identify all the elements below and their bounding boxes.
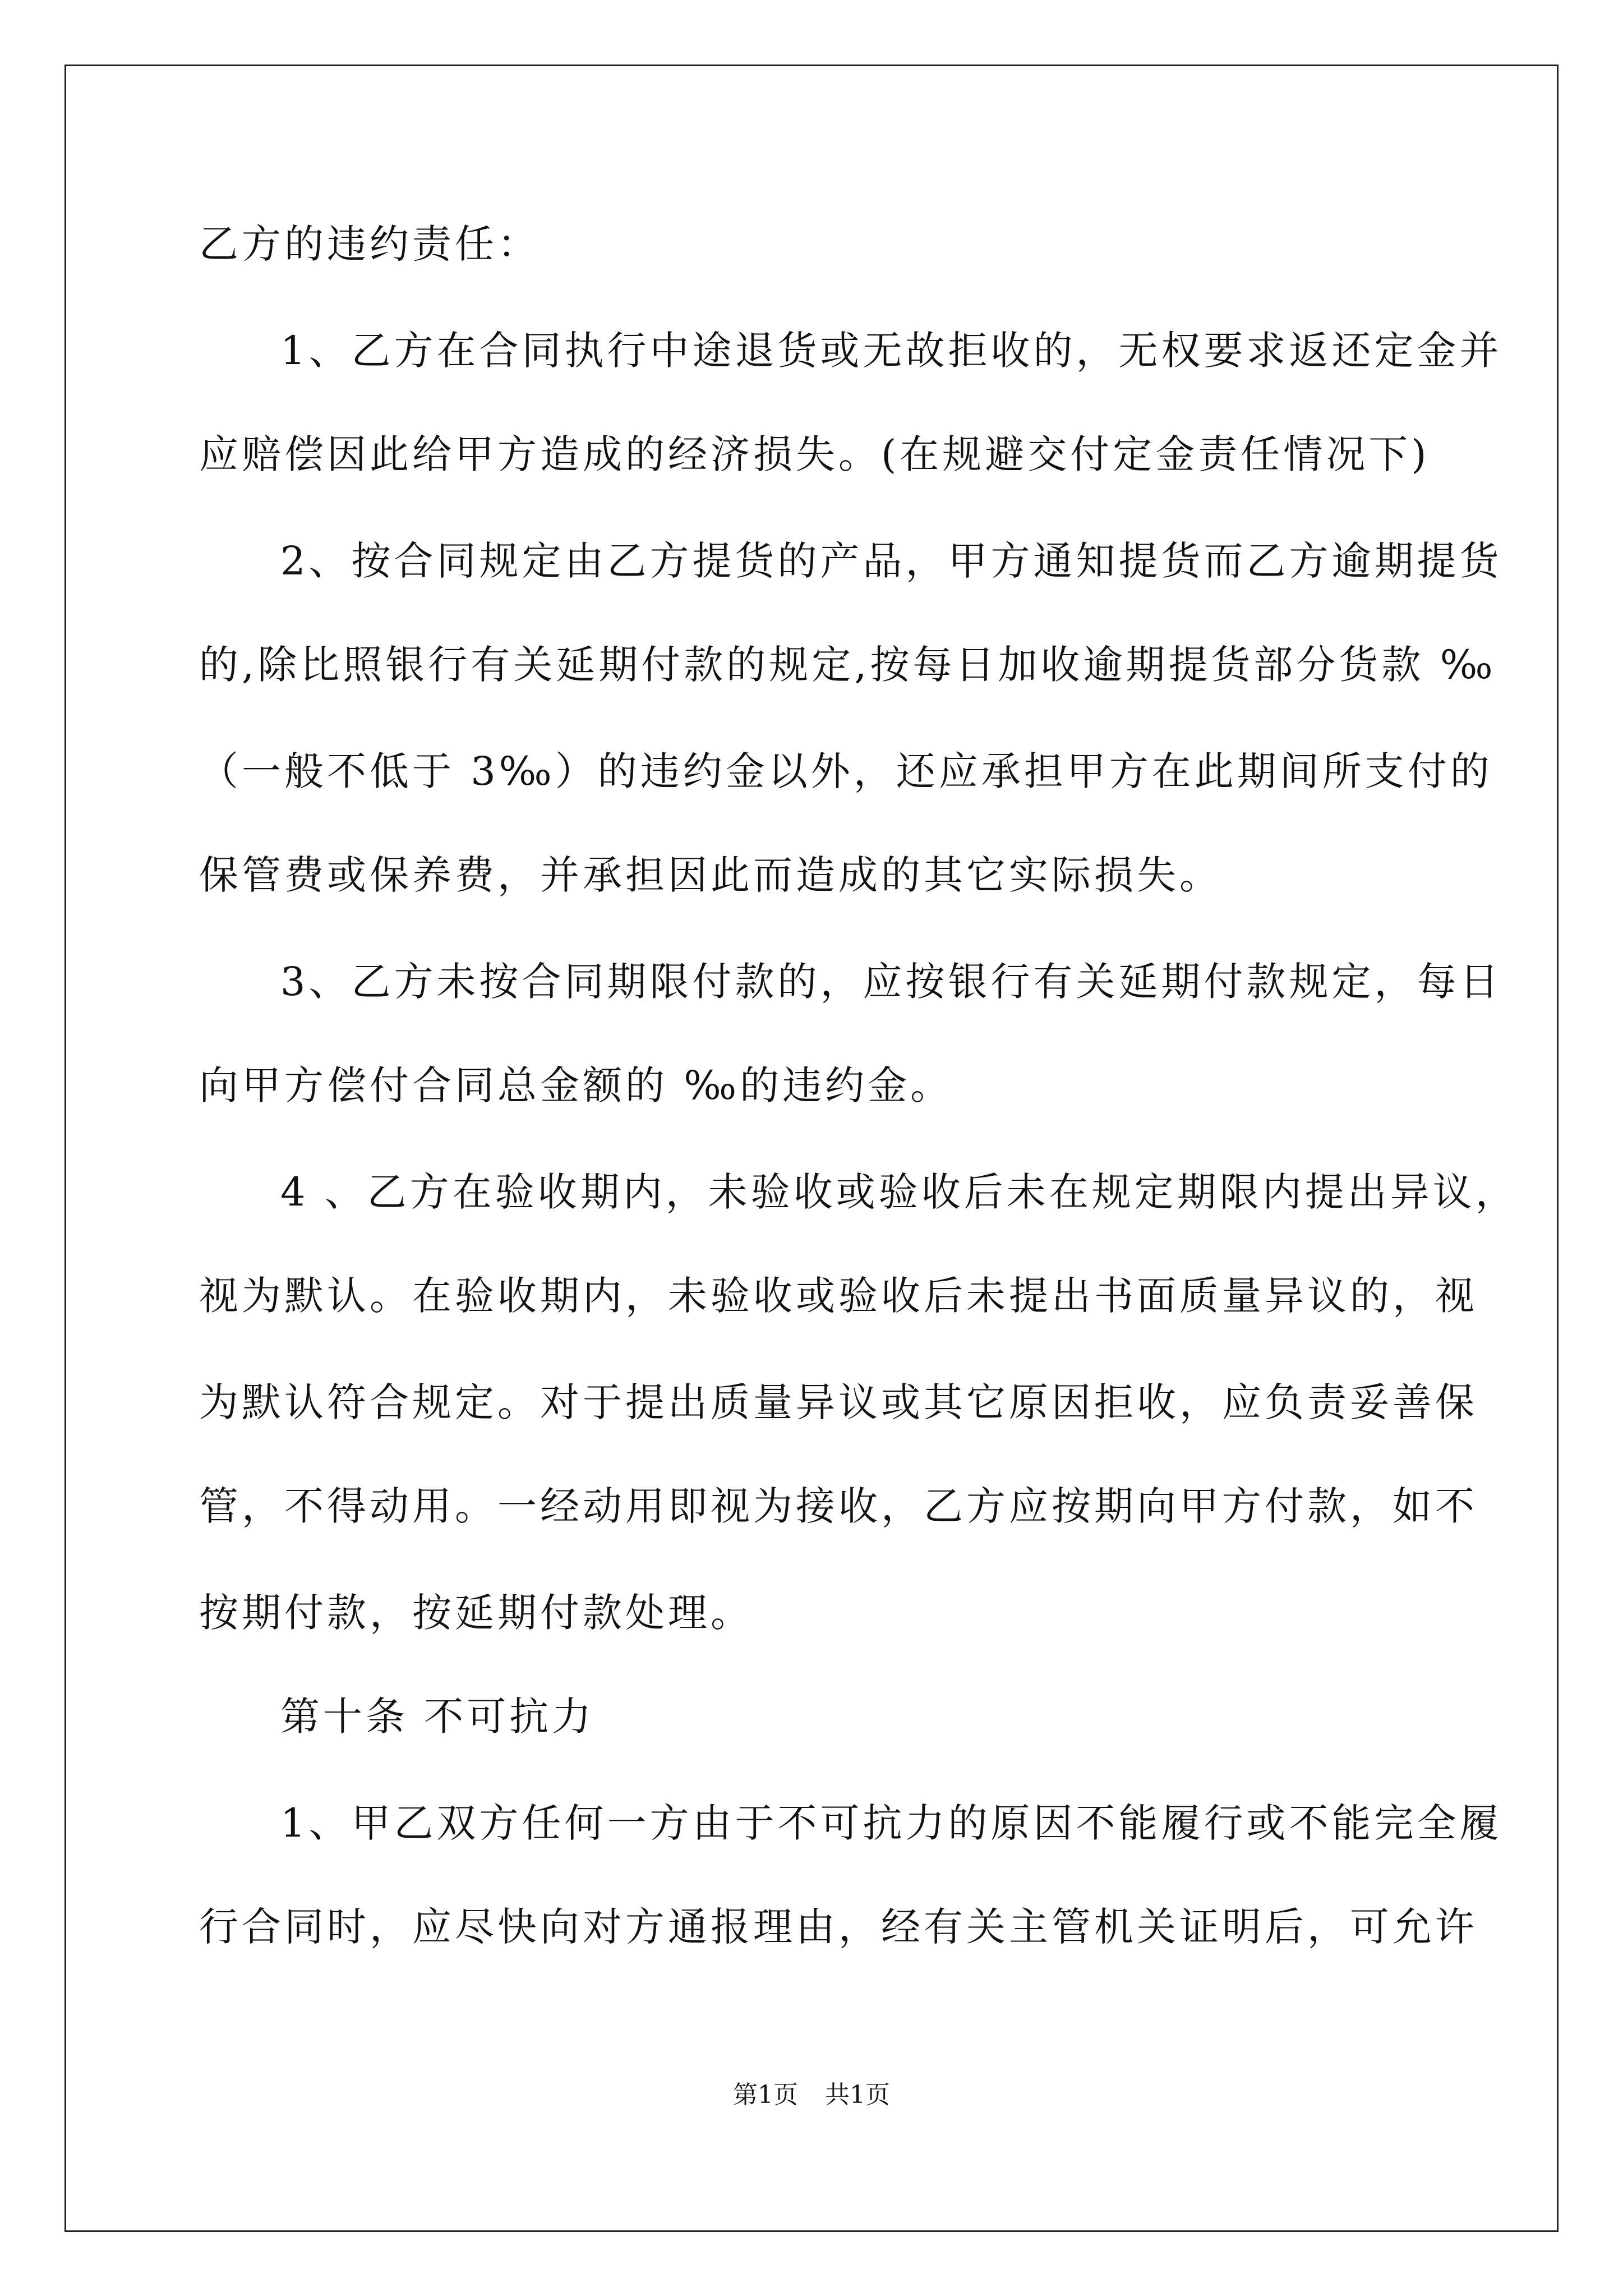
page-number-current: 第1页: [733, 2081, 798, 2109]
paragraph-line: 行合同时，应尽快向对方通报理由，经有关主管机关证明后，可允许: [199, 1904, 1478, 1950]
paragraph-line: 的,除比照银行有关延期付款的规定,按每日加收逾期提货部分货款 ‰: [199, 642, 1496, 688]
paragraph-line: 保管费或保养费，并承担因此而造成的其它实际损失。: [199, 852, 1222, 898]
paragraph-line: 1、甲乙双方任何一方由于不可抗力的原因不能履行或不能完全履: [280, 1800, 1502, 1846]
paragraph-line: （一般不低于 3‰）的违约金以外，还应承担甲方在此期间所支付的: [199, 748, 1493, 794]
paragraph-line: 2、按合同规定由乙方提货的产品，甲方通知提货而乙方逾期提货: [280, 538, 1502, 584]
article-heading: 第十条 不可抗力: [280, 1694, 595, 1740]
section-heading-party-b-liability: 乙方的违约责任：: [199, 221, 540, 267]
paragraph-line: 1、乙方在合同执行中途退货或无故拒收的，无权要求返还定金并: [280, 328, 1502, 374]
page-footer: [0, 2078, 1623, 2112]
paragraph-line: 为默认符合规定。对于提出质量异议或其它原因拒收，应负责妥善保: [199, 1379, 1478, 1425]
paragraph-line: 4 、乙方在验收期内，未验收或验收后未在规定期限内提出异议，: [280, 1169, 1518, 1215]
paragraph-line: 按期付款，按延期付款处理。: [199, 1590, 753, 1636]
paragraph-line: 向甲方偿付合同总金额的 ‰的违约金。: [199, 1062, 953, 1108]
page-number-total: 共1页: [825, 2081, 890, 2109]
paragraph-line: 视为默认。在验收期内，未验收或验收后未提出书面质量异议的，视: [199, 1273, 1478, 1319]
paragraph-line: 3、乙方未按合同期限付款的，应按银行有关延期付款规定，每日: [280, 959, 1502, 1005]
paragraph-line: 管，不得动用。一经动用即视为接收，乙方应按期向甲方付款，如不: [199, 1483, 1478, 1529]
paragraph-line: 应赔偿因此给甲方造成的经济损失。(在规避交付定金责任情况下): [199, 431, 1430, 477]
